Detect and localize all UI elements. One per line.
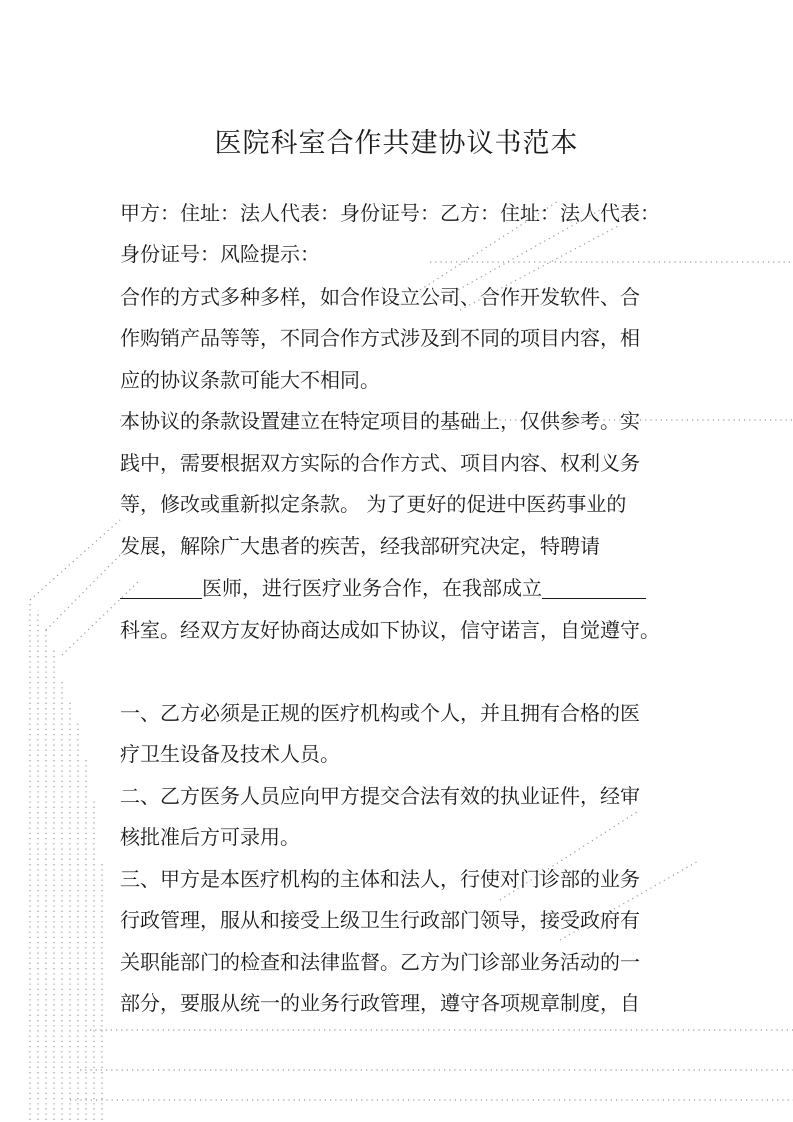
document-title: 医院科室合作共建协议书范本 [214, 128, 579, 159]
paragraph-line: 等，修改或重新拟定条款。 为了更好的促进中医药事业的 [120, 492, 627, 516]
clause-line: 核批准后方可录用。 [120, 825, 300, 849]
paragraph-line: 本协议的条款设置建立在特定项目的基础上，仅供参考。实 [120, 409, 640, 433]
clause-line: 部分，要服从统一的业务行政管理，遵守各项规章制度，自 [120, 991, 640, 1015]
doctor-name-blank[interactable] [120, 578, 202, 599]
clause-line: 疗卫生设备及技术人员。 [120, 742, 340, 766]
paragraph-line: 合作的方式多种多样，如合作设立公司、合作开发软件、合 [120, 285, 640, 309]
clause-line: 行政管理，服从和接受上级卫生行政部门领导，接受政府有 [120, 908, 640, 932]
department-name-blank[interactable] [542, 578, 646, 599]
paragraph-line: 应的协议条款可能大不相同。 [120, 368, 380, 392]
paragraph-line: 践中，需要根据双方实际的合作方式、项目内容、权利义务 [120, 451, 640, 475]
clause-line: 关职能部门的检查和法律监督。乙方为门诊部业务活动的一 [120, 950, 640, 974]
fill-in-line [120, 575, 646, 601]
clause-line: 一、乙方必须是正规的医疗机构或个人，并且拥有合格的医 [120, 701, 640, 725]
paragraph-line: 科室。经双方友好协商达成如下协议，信守诺言，自觉遵守。 [120, 618, 660, 642]
clause-line: 三、甲方是本医疗机构的主体和法人，行使对门诊部的业务 [120, 867, 640, 891]
paragraph-line: 作购销产品等等，不同合作方式涉及到不同的项目内容，相 [120, 326, 640, 350]
clause-line: 二、乙方医务人员应向甲方提交合法有效的执业证件，经审 [120, 784, 640, 808]
party-info-line-1: 甲方：住址：法人代表：身份证号：乙方：住址：法人代表： [120, 201, 660, 225]
paragraph-line: 发展，解除广大患者的疾苦，经我部研究决定，特聘请 [120, 534, 600, 558]
fill-in-text: 医师，进行医疗业务合作，在我部成立 [202, 576, 542, 600]
party-info-line-2: 身份证号：风险提示： [120, 242, 320, 266]
